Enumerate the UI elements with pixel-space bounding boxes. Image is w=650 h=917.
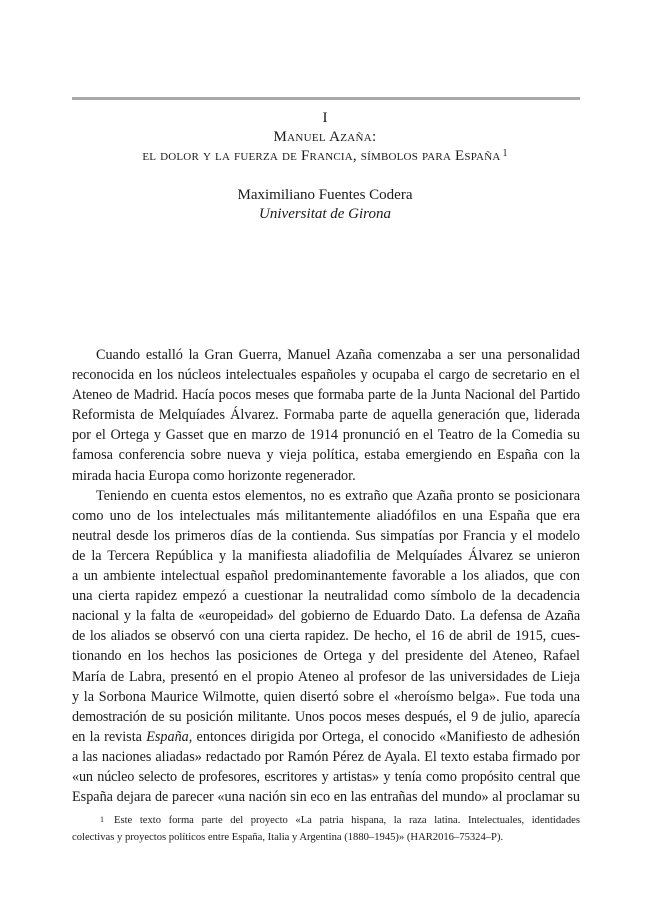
- body-line: Reformista de Melquíades Álvarez. Formaba parte de aquella generación que, liderada: [72, 407, 580, 424]
- body-line: España dejara de parecer «una nación sin eco en las entrañas del mundo» al proclamar su: [72, 789, 580, 806]
- journal-title: España: [146, 728, 189, 745]
- body-line: de los aliados se observó con una cierta rapidez. De hecho, el 16 de abril de 1915, cues-: [72, 628, 580, 645]
- chapter-title-line1: Manuel Azaña:: [273, 129, 377, 145]
- body-line: neutral desde los primeros días de la contienda. Sus simpatías por Francia y el modelo: [72, 527, 580, 544]
- body-line: mirada hacia Europa como horizonte regenerador.: [72, 467, 356, 484]
- title-footnote-ref[interactable]: 1: [502, 148, 508, 159]
- body-line: Ateneo de Madrid. Hacía pocos meses que formaba parte de la Junta Nacional del Partido: [72, 387, 580, 404]
- author-name: Maximiliano Fuentes Codera: [237, 187, 413, 203]
- footnote-line1-text: Este texto forma parte del proyecto «La patria hispana, la raza latina. Intelectuales, identidades: [114, 815, 580, 826]
- body-line: y la Sorbona Maurice Wilmotte, quien disertó sobre el «heroísmo belga». Fue toda una: [72, 688, 580, 705]
- footnote-line: colectivas y proyectos políticos entre España, Italia y Argentina (1880–1945)» (HAR2016–75324–P).: [72, 832, 504, 843]
- body-line: a las naciones aliadas» redactado por Ramón Pérez de Ayala. El texto estaba firmado por: [72, 748, 580, 765]
- body-line: tionando en los hechos las posiciones de Ortega y del presidente del Ateneo, Rafael: [72, 648, 580, 665]
- footnote-line: [72, 812, 580, 829]
- body-line: famosa conferencia sobre nueva y vieja política, estaba emergiendo en España con la: [72, 447, 580, 464]
- body-line: «un núcleo selecto de profesores, escritores y artistas» y tenía como propósito central que: [72, 768, 580, 785]
- body-line: de la Tercera República y la manifiesta aliadofilia de Melquíades Álvarez se unieron: [72, 547, 580, 564]
- body-line: una cierta rapidez empezó a cuestionar la neutralidad como símbolo de la decadencia: [72, 588, 580, 605]
- chapter-title-line2-text: el dolor y la fuerza de Francia, símbolos para España: [142, 148, 501, 164]
- body-line: Teniendo en cuenta estos elementos, no es extraño que Azaña pronto se posicionara: [96, 487, 580, 504]
- body-line: a un ambiente intelectual español predominantemente favorable a los aliados, que con: [72, 568, 580, 585]
- footnote: [72, 812, 580, 846]
- footnote-number: 1: [100, 815, 104, 824]
- chapter-title-line2: [0, 146, 650, 166]
- body-line-segment: en la revista: [72, 728, 147, 745]
- body-line: como uno de los intelectuales más militantemente aliadófilos en una España que era: [72, 507, 580, 524]
- header-rule: [72, 97, 580, 100]
- body-line: nacional y la falta de «europeidad» del gobierno de Eduardo Dato. La defensa de Azaña: [72, 608, 580, 625]
- body-line: Cuando estalló la Gran Guerra, Manuel Azaña comenzaba a ser una personalidad: [96, 347, 580, 363]
- chapter-number: I: [322, 110, 328, 126]
- body-text: [72, 345, 580, 807]
- body-line: demostración de su posición militante. Unos pocos meses después, el 9 de julio, aparecía: [72, 708, 580, 725]
- body-line: [72, 727, 580, 747]
- body-line: reconocida en los núcleos intelectuales españoles y ocupaba el cargo de secretario en el: [72, 367, 580, 384]
- body-line: María de Labra, presentó en el propio Ateneo al profesor de las universidades de Lieja: [72, 668, 580, 685]
- body-line-segment: , entonces dirigida por Ortega, el conocido «Manifiesto de adhesión: [188, 728, 581, 745]
- author-affiliation: Universitat de Girona: [259, 206, 391, 222]
- body-line: por el Ortega y Gasset que en marzo de 1914 pronunció en el Teatro de la Comedia su: [72, 427, 580, 444]
